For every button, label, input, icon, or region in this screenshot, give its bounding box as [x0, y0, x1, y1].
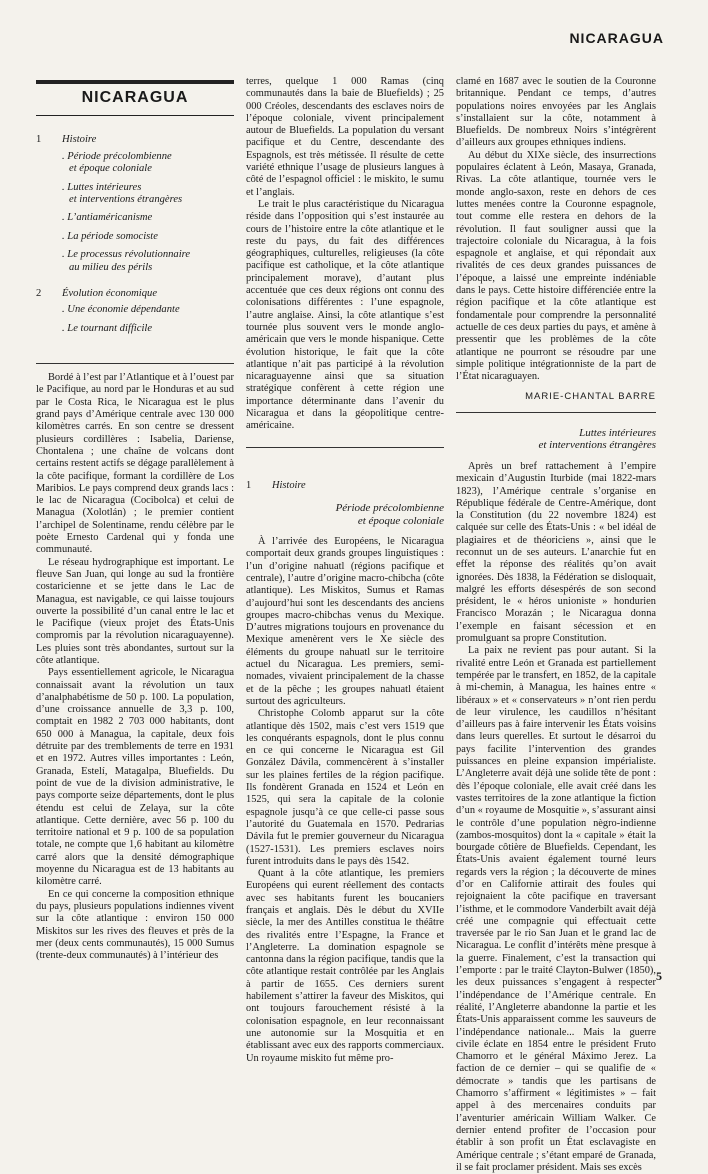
paragraph: Christophe Colomb apparut sur la côte atlantique dès 1502, mais c’est vers 1519 que les conquérants espagnols, dont le plus connu en ce qui concerne le Nicaragua est Gil González Dávila, commencèrent à s’installer sur les plaines fertiles de la région pacifique. Ils fondèrent Granada en 1524 et León en 1525, qui sera la capitale de la colonie espagnole jusqu’à ce que celle-ci passe sous l’autorité du Guatemala en 1570. Pedrarias Dávila fut le premier gouverneur du Nicaragua (1527-1531). Les premiers esclaves noirs furent introduits dans le pays dès 1542.	[246, 708, 444, 867]
paragraph: Bordé à l’est par l’Atlantique et à l’ouest par le Pacifique, au nord par le Honduras et au sud par le Costa Rica, le Nicaragua est le plus grand pays d’Amérique centrale avec 130 000 kilomètres carrés. En son centre se dressent plusieurs cordillères : Isabelia, Dariense, Chontalena ; une chaîne de volcans dont certains restent actifs se dégage parallèlement à la côte pacifique, formant la cordillère de Los Maribios. Le pays comprend deux grands lacs : le lac de Nicaragua (Cocibolca) et celui de Managua (Xolotlán) ; le premier contient l’archipel de Solentiname, rendu célèbre par le poète Ernesto Cardenal qui y fonda une communauté.	[36, 372, 234, 556]
column-2	[246, 76, 444, 1065]
section-number: 1	[246, 479, 252, 491]
paragraph: En ce qui concerne la composition ethnique du pays, plusieurs populations indiennes vivent sur la côte atlantique : environ 150 000 Miskitos sur les rives des fleuves et près de la mer (deux cents communautés), 15 000 Sumus (trente-deux communautés) à l’intérieur des	[36, 888, 234, 962]
paragraph: Au début du XIXe siècle, des insurrections populaires éclatent à León, Masaya, Granada, Rivas. La côte atlantique, tournée vers le monde anglo-saxon, reste en dehors de ces luttes menées contre la Couronne espagnole, tout comme elle restera en dehors de la révolution. Il faut souligner aussi que la trajectoire coloniale du Nicaragua, à la fois espagnole et anglaise, et qui répondait aux rivalités de ces deux grandes puissances de l’époque, a laissé une empreinte indéniable dans le pays. Cette histoire différenciée entre la région pacifique et la côte atlantique est fondamentale pour comprendre la personnalité actuelle de ces deux parties du pays, et amène à pressentir que les problèmes de la côte atlantique ne pourront se résoudre par une simple politique intégrationniste de la part de l’État nicaraguayen.	[456, 149, 656, 383]
table-of-contents	[36, 134, 234, 335]
toc-item-line: au milieu des périls	[69, 261, 153, 273]
subsection-heading	[456, 427, 656, 452]
paragraph: Quant à la côte atlantique, les premiers Européens qui eurent réellement des contacts avec ses habitants furent les boucaniers français et anglais. Dès le début du XVIIe siècle, la mer des Antilles constitua le théâtre des rivalités entre l’Espagne, la France et l’Angleterre. La domination espagnole se cantonna dans la région pacifique, tandis que la côte atlantique restait contrôlée par les Anglais à partir de 1655. Ces derniers surent habilement s’attirer la faveur des Miskitos, qui ont toujours farouchement résisté à la colonisation espagnole, en leur reconnaissant une autonomie sur la Mosquitia et en établissant avec eux des rapports commerciaux. Un royaume miskito fut même pro-	[246, 868, 444, 1064]
toc-item	[36, 151, 234, 176]
subsection-heading-line: Luttes intérieures	[579, 426, 656, 439]
paragraph: Le réseau hydrographique est important. Le fleuve San Juan, qui longe au sud la frontière costaricienne et se jette dans le Lac de Managua, est navigable, ce qui laisse toujours ouverte la possibilité d’un canal entre le lac et le Pacifique (vieux projet des États-Unis compromis par la révolution nicaraguayenne). Les pluies sont très abondantes, surtout sur la côte atlantique.	[36, 556, 234, 666]
subsection-heading-line: et interventions étrangères	[538, 439, 656, 452]
paragraph: terres, quelque 1 000 Ramas (cinq communautés dans la baie de Bluefields) ; 25 000 Créoles, descendants des esclaves noirs de l’époque coloniale, vivent principalement autour de Bluefields. La population du versant pacifique et du Centre, descendante des Espagnols, est très métissée. Il résulte de cette variété ethnique l’usage de plusieurs langues à côté de l’espagnol officiel : le miskito, le sumu et l’anglais.	[246, 76, 444, 198]
divider	[36, 363, 234, 364]
paragraph: Pays essentiellement agricole, le Nicaragua connaissait avant la révolution un taux d’analphabétisme de 50 p. 100. La population, d’une croissance annuelle de 3,3 p. 100, comptait en 1982 2 703 000 habitants, dont 650 000 à Managua, la capitale, deux fois détruite par des tremblements de terre en 1931 et en 1972. Autres villes importantes : León, Granada, Estelí, Matagalpa, Bluefields. Du point de vue de la division administrative, le pays comporte seize départements, dont le plus étendu est celui de Zelaya, sur la côte atlantique. Cette dernière, avec 56 p. 100 du territoire national et 9 p. 100 de sa population totale, ne compte que 1,6 habitant au kilomètre carré alors que la densité démographique moyenne du Nicaragua est de 13 habitants au kilomètre carré.	[36, 667, 234, 888]
author-signature: MARIE-CHANTAL BARRE	[525, 391, 656, 403]
toc-item-line: . Une économie dépendante	[62, 304, 180, 316]
paragraph: La paix ne revient pas pour autant. Si la rivalité entre León et Granada est partiellement tempérée par le transfert, en 1852, de la capitale à mi-chemin, à Managua, les haines entre « libéraux » et « conservateurs » n’ont rien perdu de leur virulence, les caudillos n’hésitant d’ailleurs pas à faire intervenir les États voisins dans leurs querelles. Et surtout le désarroi du pays facilite l’intervention des grandes puissances en pleine expansion impérialiste. L’Angleterre avait déjà une solide tête de pont : dès l’époque coloniale, elle avait créé dans les vastes territoires de la zone atlantique la fiction d’un « royaume de Mosquitie », s’assurant ainsi le contrôle d’une population nègro-indienne (zambos-mosquitos) dont la « capitale » était la bourgade côtière de Bluefields. Cependant, les États-Unis avaient également tourné leurs regards vers la région ; la découverte de mines d’or en Californie attirait des foules qui rejoignaient la côte pacifique en traversant l’isthme, et le commodore Vanderbilt avait déjà créé une compagnie qui effectuait cette traversée par le rio San Juan et le grand lac de Nicaragua. Le conflit d’intérêts mène presque à la guerre. Finalement, c’est la transaction qui l’emporte : par le traité Clayton-Bulwer (1850), les deux puissances s’engagent à respecter l’indépendance de l’Amérique centrale. En réalité, l’Angleterre abandonne la partie et les États-Unis apparaissent comme les sauveurs de l’indépendance nationale... Mais la guerre civile éclate en 1854 entre le président Fruto Chamorro et le général Máximo Jerez. La faction de ce dernier – qui se qualifie de « démocrate » tandis que les partisans de Chamorro s’affirment « légitimistes » – fait appel à des mercenaires conduits par l’aventurier américain William Walker. Ce dernier entend profiter de l’occasion pour établir à son profit un État esclavagiste en Amérique centrale ; s’étant emparé de Granada, il se fait proclamer président. Mais ses excès	[456, 645, 656, 1173]
toc-item-line: . Le processus révolutionnaire	[62, 249, 191, 261]
subsection-heading	[246, 502, 444, 527]
divider	[456, 412, 656, 413]
article-title-box	[36, 80, 234, 116]
section-heading	[246, 480, 444, 492]
section-label: Histoire	[272, 479, 306, 491]
toc-section-number: 2	[36, 287, 42, 299]
toc-section	[36, 288, 234, 300]
toc-section-label: Évolution économique	[62, 287, 158, 299]
paragraph: À l’arrivée des Européens, le Nicaragua comportait deux grands groupes linguistiques : l’un d’origine nahuatl (régions pacifique et centrale), l’autre d’origine macro-chibcha (côte atlantique). Les Miskitos, Sumus et Ramas d’aujourd’hui sont les descendants des anciens groupes macro-chibchas venus du Mexique. D’autres migrations toujours en provenance du Mexique amenèrent vers le Xe siècle des éléments du groupe nahuatl sur le territoire actuel du Nicaragua. Les premiers, semi-nomades, vivaient principalement de la chasse et de la pêche ; les groupes nahuatl étaient surtout des agriculteurs.	[246, 536, 444, 707]
toc-item	[36, 212, 234, 224]
subsection-heading-line: Période précolombienne	[335, 501, 444, 514]
toc-item	[36, 231, 234, 243]
toc-item	[36, 304, 234, 316]
toc-item-line: . L’antiaméricanisme	[62, 212, 153, 224]
column-1	[36, 0, 234, 962]
toc-item-line: . Le tournant difficile	[62, 322, 153, 334]
article-title: NICARAGUA	[81, 89, 189, 106]
column-3	[456, 76, 656, 1174]
toc-section	[36, 134, 234, 146]
running-head: NICARAGUA	[569, 30, 664, 46]
paragraph: clamé en 1687 avec le soutien de la Couronne britannique. Pendant ce temps, d’autres populations noires envoyées par les Anglais s’installaient sur la côte, notamment à Bluefields. De nombreux Noirs s’intégrèrent d’ailleurs aux groupes ethniques indiens.	[456, 76, 656, 149]
toc-item-line: . Luttes intérieures	[62, 181, 142, 193]
toc-section-label: Histoire	[62, 134, 97, 146]
page-number: 5	[656, 969, 662, 983]
toc-item	[36, 323, 234, 335]
paragraph: Le trait le plus caractéristique du Nicaragua réside dans l’opposition qui s’est instaurée au cours de l’histoire entre la côte atlantique et le reste du pays, du fait des différences géographiques, culturelles, religieuses (la côte pacifique est catholique, et la côte atlantique principalement morave), d’autant plus accentuée que ces deux régions ont connu des colonisations différentes : l’une espagnole, l’autre anglaise. Ainsi, la côte atlantique s’est tournée plus souvent vers le monde anglo-américain que vers le monde hispanique. Cette évolution historique, le fait que la côte atlantique n’ait pas participé à la révolution nicaraguayenne ainsi que sa situation stratégique confèrent à cette région une importance déterminante dans l’avenir du Nicaragua et dans la géopolitique centre-américaine.	[246, 198, 444, 432]
toc-item-line: . La période somociste	[62, 230, 158, 242]
toc-item-line: et époque coloniale	[69, 163, 152, 175]
toc-section-number: 1	[36, 134, 42, 146]
subsection-heading-line: et époque coloniale	[357, 514, 444, 527]
paragraph: Après un bref rattachement à l’empire mexicain d’Augustin Iturbide (mai 1822-mars 1823), l’Amérique centrale s’organise en République fédérale de Centre-Amérique, dont la Constitution (du 22 novembre 1824) est calquée sur celle des États-Unis : « bel idéal de plagiaires et de théoriciens », ainsi que le reconnut un de ses auteurs. L’anarchie fut en effet la réponse des réalités qu’on avait ignorées. Dès 1838, la Fédération se disloquait, malgré les efforts désespérés de son second président, le « héros unioniste » hondurien Francisco Morazán ; le Nicaragua donna l’exemple en faisant sécession et en promulguant sa propre Constitution.	[456, 460, 656, 645]
toc-item-line: . Période précolombienne	[62, 150, 172, 162]
toc-item-line: et interventions étrangères	[69, 193, 183, 205]
toc-item	[36, 249, 234, 274]
toc-item	[36, 182, 234, 207]
